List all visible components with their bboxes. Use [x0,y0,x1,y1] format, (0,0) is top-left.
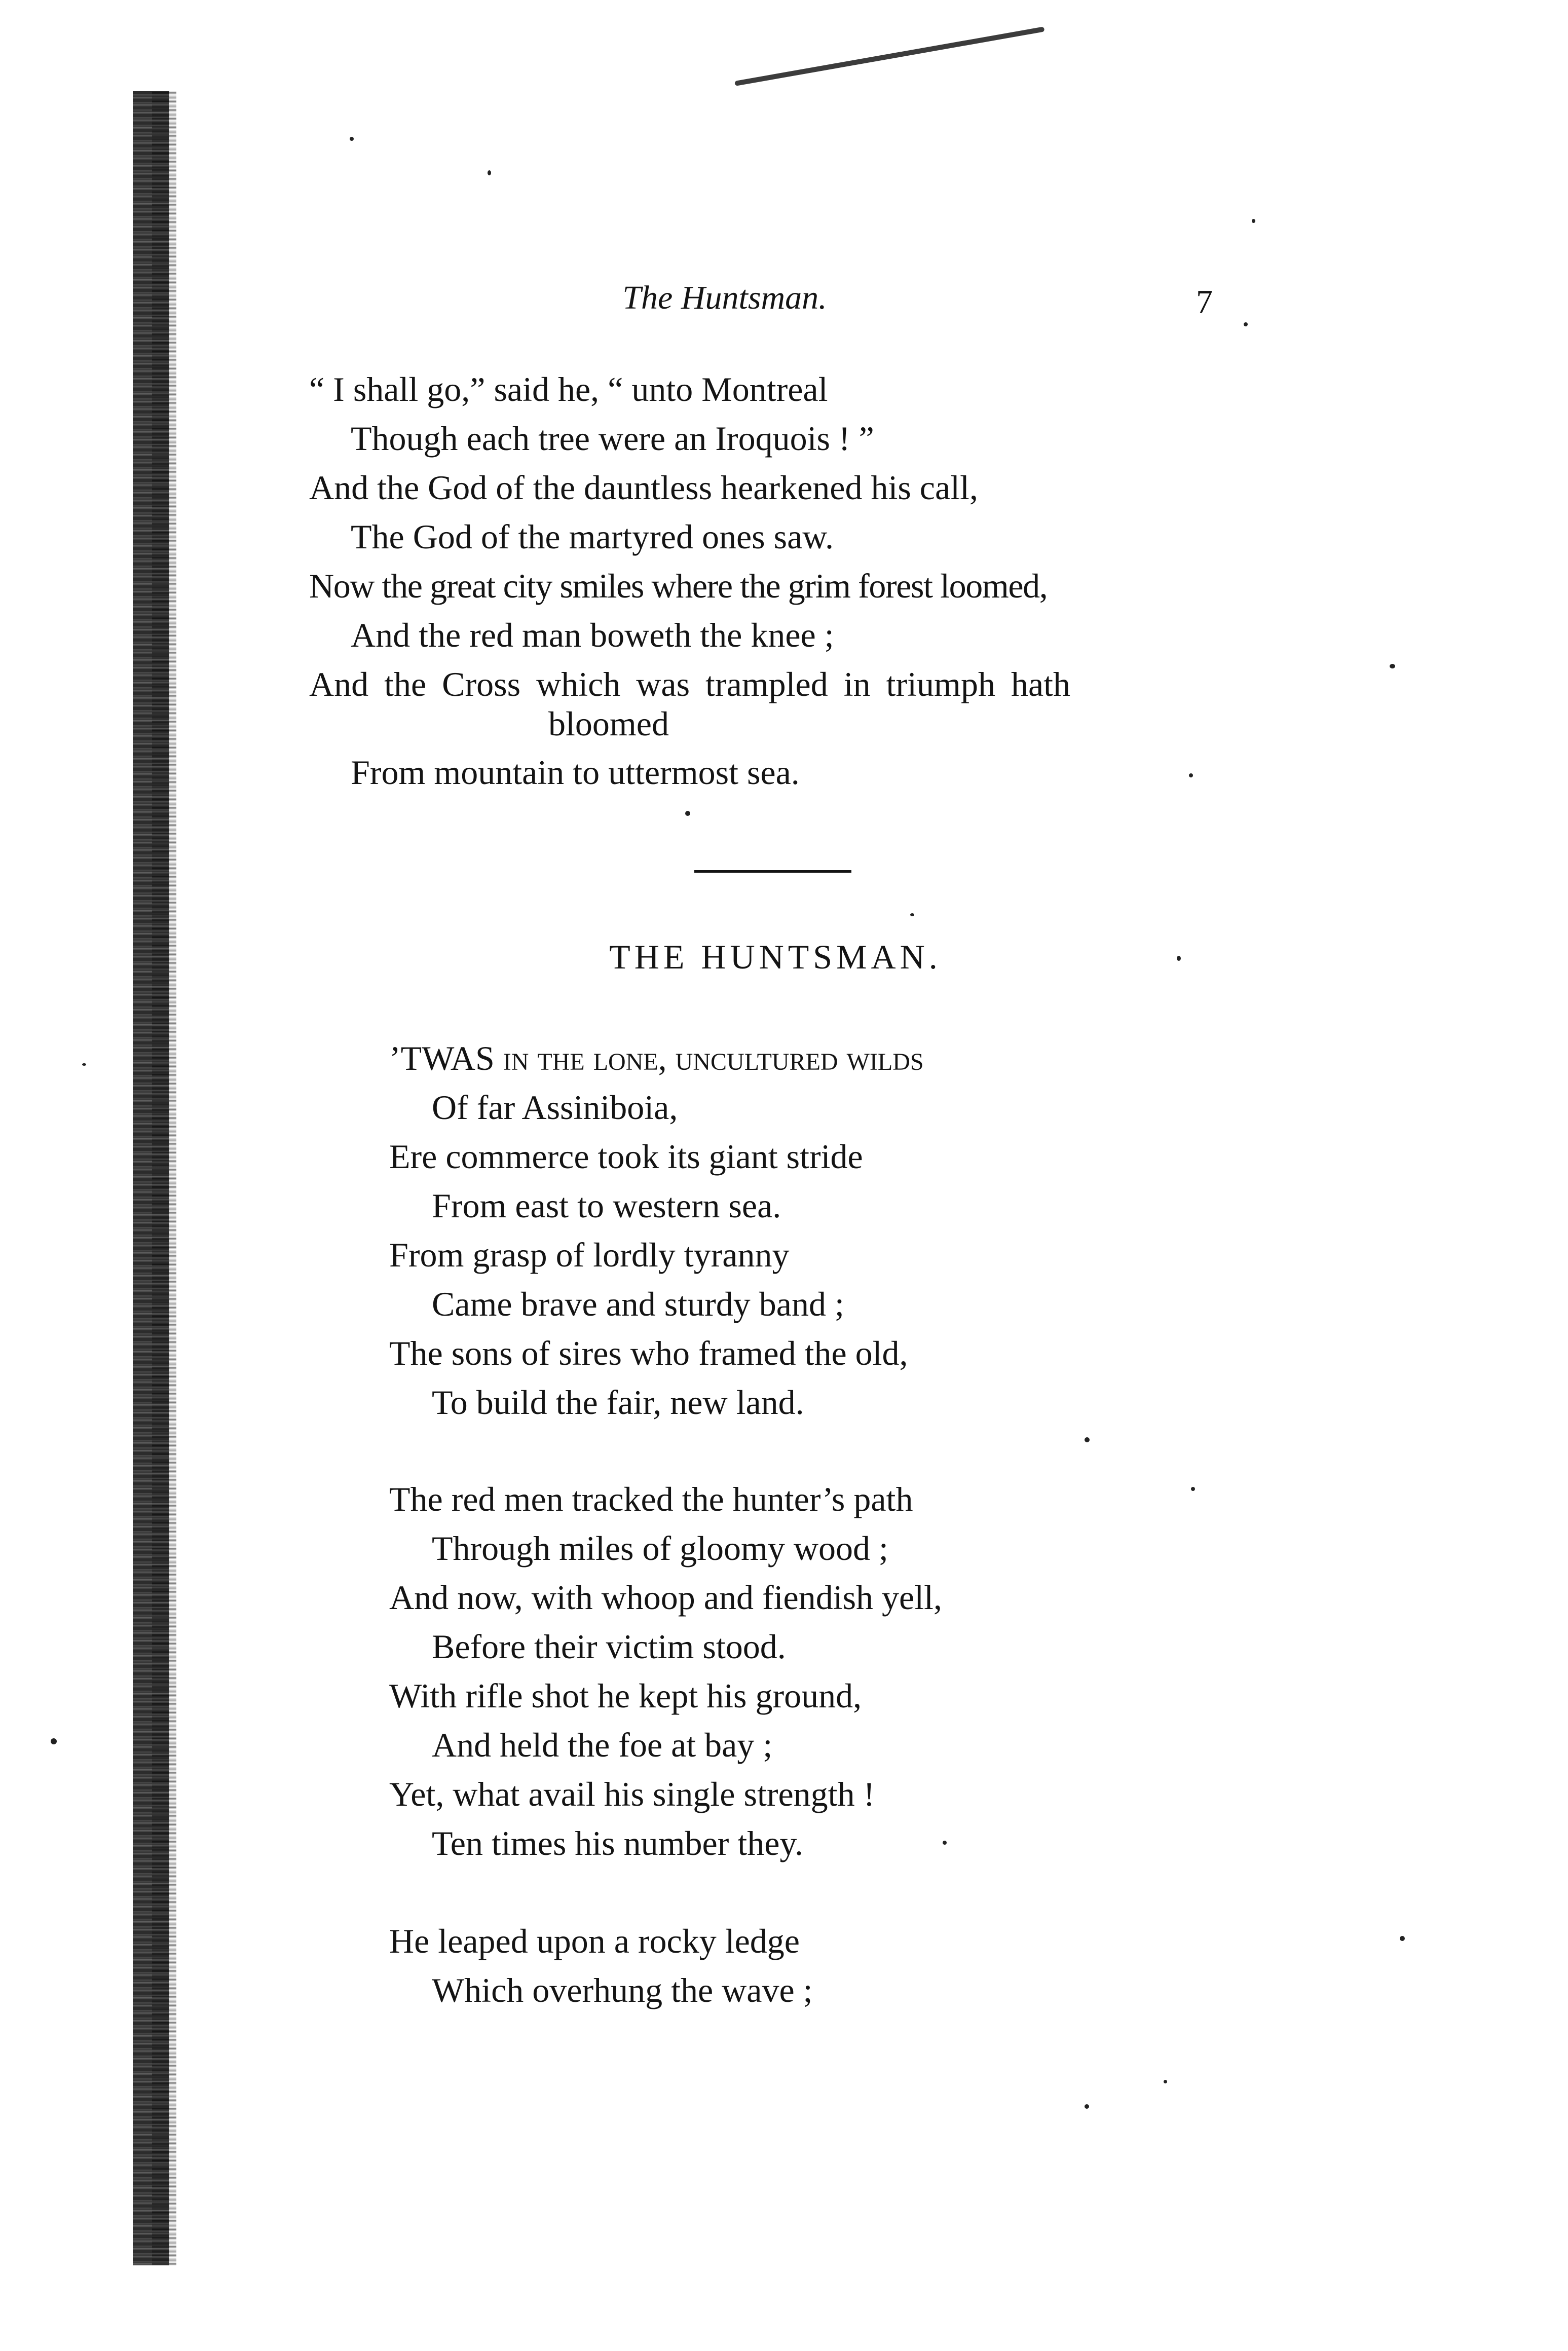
print-speck [51,1738,57,1744]
poem-line: Through miles of gloomy wood ; [432,1529,888,1568]
dropped-first-letters: ’T [389,1039,422,1077]
poem-line: And the red man boweth the knee ; [351,616,834,654]
print-speck [1400,1936,1405,1941]
poem-line: Though each tree were an Iroquois ! ” [351,419,874,458]
print-speck [1085,1437,1090,1442]
poem-line: The God of the martyred ones saw. [351,517,834,556]
poem-line: To build the fair, new land. [432,1383,804,1422]
poem-line: With rifle shot he kept his ground, [389,1676,862,1715]
poem-line: He leaped upon a rocky ledge [389,1922,800,1960]
section-title: THE HUNTSMAN. [609,938,942,976]
print-speck [1164,2080,1167,2083]
poem-line: And held the foe at bay ; [432,1726,773,1764]
running-header-title: The Huntsman. [622,279,827,316]
poem-line: Before their victim stood. [432,1627,786,1666]
poem-line: From mountain to uttermost sea. [351,753,800,792]
print-speck [910,913,914,916]
poem-line: The sons of sires who framed the old, [389,1334,908,1372]
print-speck [350,137,354,141]
print-speck [685,811,690,816]
poem-line: And the Cross which was trampled in triumph hath [309,665,1071,703]
ink-scratch [734,26,1044,86]
binding-shadow [152,91,176,2265]
poem-line: Ere commerce took its giant stride [389,1137,863,1176]
poem-line: “ I shall go,” said he, “ unto Montreal [309,370,828,408]
print-speck [943,1841,947,1845]
print-speck [1191,1487,1195,1491]
poem-line: The red men tracked the hunter’s path [389,1480,913,1518]
print-speck [1177,956,1181,961]
print-speck [1252,219,1255,223]
section-divider [694,870,851,873]
print-speck [1189,773,1193,777]
poem-line: Yet, what avail his single strength ! [389,1775,875,1813]
poem-line: Now the great city smiles where the grim forest loomed, [309,567,1048,605]
poem-line: From east to western sea. [432,1186,781,1225]
print-speck [1390,664,1395,668]
print-speck [1085,2104,1089,2109]
poem-line-rest: WAS in the lone, uncultured wilds [422,1039,924,1077]
poem-line: From grasp of lordly tyranny [389,1236,790,1274]
poem-line: bloomed [548,704,669,743]
poem-line: Of far Assiniboia, [432,1088,678,1127]
poem-line [389,1034,924,1083]
print-speck [82,1063,86,1066]
poem-line: Came brave and sturdy band ; [432,1285,844,1323]
poem-line: And the God of the dauntless hearkened his call, [309,468,978,507]
poem-line: And now, with whoop and fiendish yell, [389,1578,943,1617]
page-number: 7 [1196,283,1213,320]
print-speck [1244,322,1248,326]
poem-line: Ten times his number they. [432,1824,804,1862]
print-speck [488,170,491,175]
poem-line: Which overhung the wave ; [432,1971,813,2009]
